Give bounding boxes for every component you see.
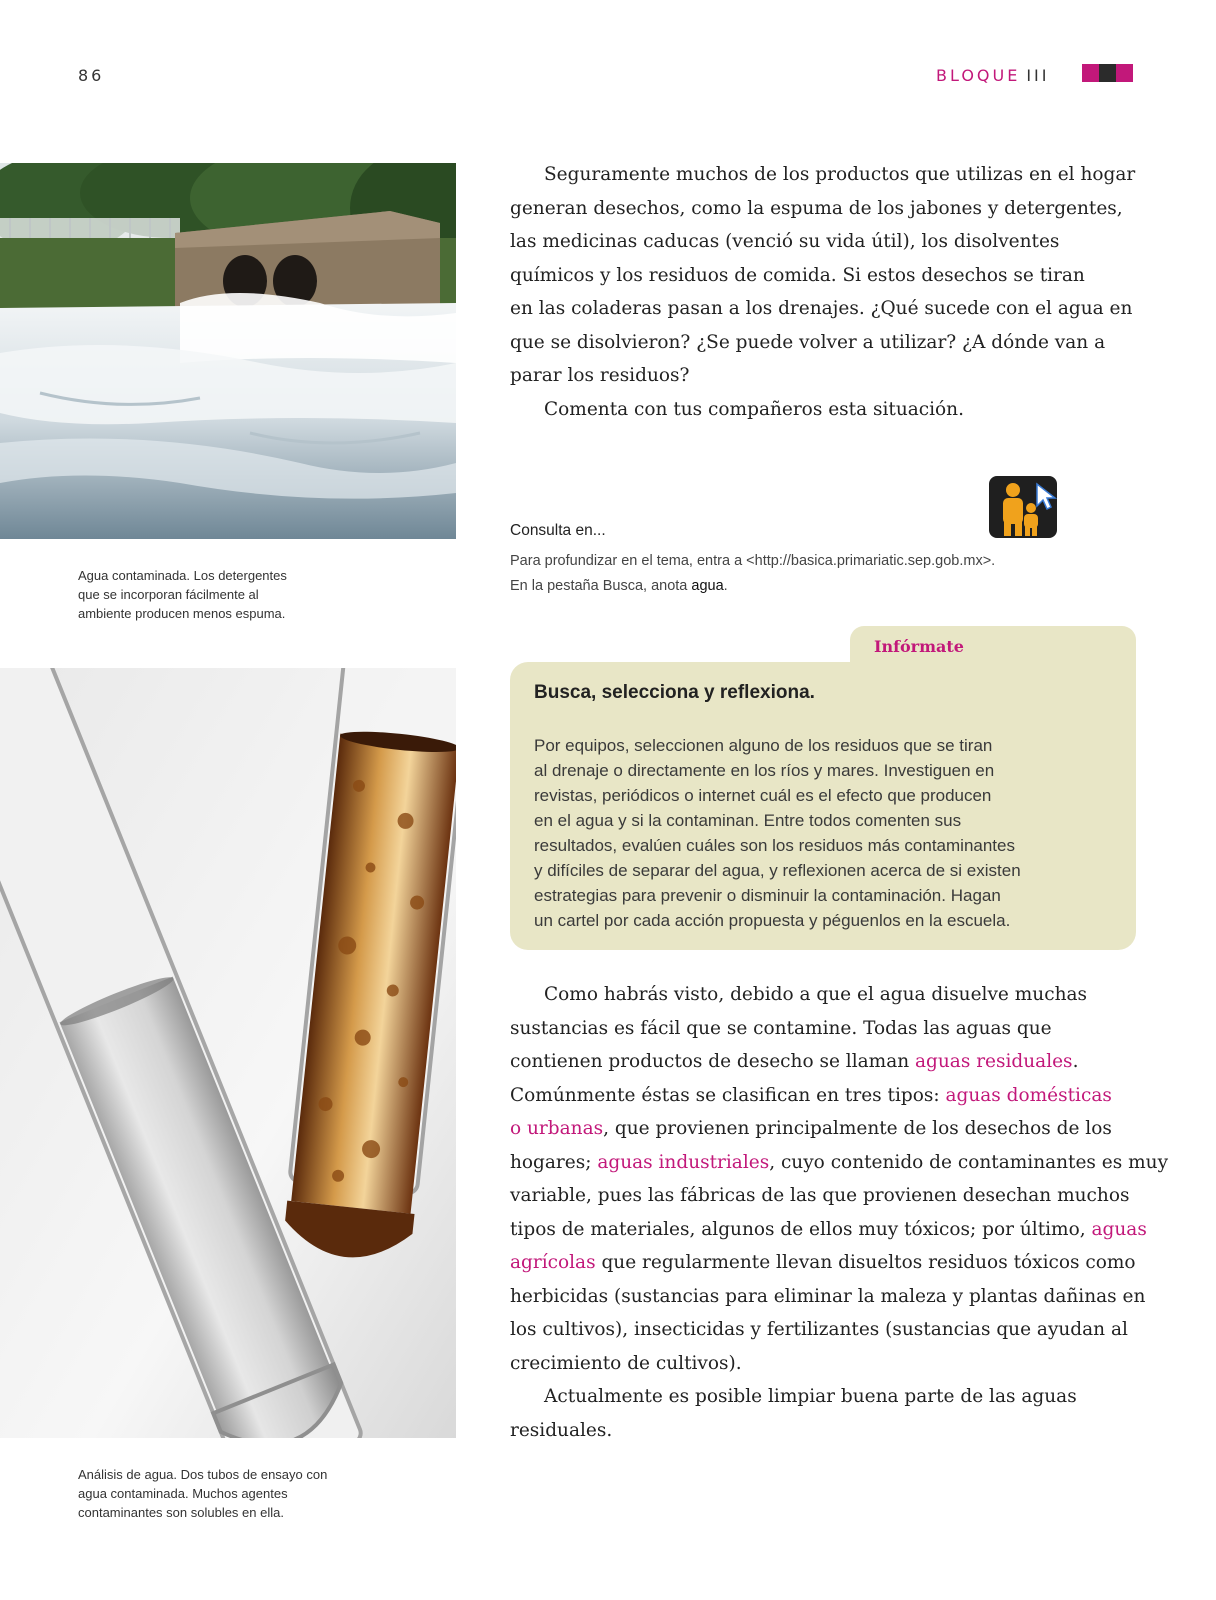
- text-line: [510, 1045, 1140, 1079]
- consulta-body: [510, 549, 995, 599]
- text-line: químicos y los residuos de comida. Si estos desechos se tiran: [510, 264, 1085, 286]
- text-line: variable, pues las fábricas de las que provienen desechan muchos: [510, 1185, 1130, 1206]
- intro-paragraph: [510, 158, 1136, 426]
- consulta-line: Para profundizar en el tema, entra a <http://basica.primariatic.sep.gob.mx>.: [510, 553, 996, 569]
- bloque-number: III: [1026, 66, 1050, 85]
- text-line: herbicidas (sustancias para eliminar la maleza y plantas dañinas en: [510, 1285, 1146, 1307]
- consulta-keyword: agua: [691, 578, 724, 594]
- text-segment: .: [1072, 1051, 1079, 1072]
- polluted-water-photo: [0, 163, 456, 539]
- text-segment: hogares;: [510, 1151, 598, 1173]
- color-block: [1099, 64, 1116, 82]
- text-line: Actualmente es posible limpiar buena parte de las aguas: [544, 1386, 1077, 1407]
- text-line: y difíciles de separar del agua, y reflexionen acerca de si existen: [534, 861, 1021, 880]
- text-line: un cartel por cada acción propuesta y péguenlos en la escuela.: [534, 911, 1011, 930]
- text-line: revistas, periódicos o internet cuál es el efecto que producen: [534, 786, 992, 805]
- text-line: que se disolvieron? ¿Se puede volver a utilizar? ¿A dónde van a: [510, 331, 1106, 353]
- page-number: 86: [78, 66, 105, 85]
- color-block: [1116, 64, 1133, 82]
- text-line: resultados, evalúen cuáles son los residuos más contaminantes: [534, 836, 1015, 855]
- bloque-word: BLOQUE: [936, 66, 1021, 85]
- term-o-urbanas: o urbanas: [510, 1118, 604, 1139]
- text-segment: , que provienen principalmente de los desechos de los: [603, 1118, 1112, 1139]
- person-with-cursor-icon: [989, 476, 1057, 538]
- caption-line: agua contaminada. Muchos agentes: [78, 1486, 288, 1501]
- text-segment: Comúnmente éstas se clasifican en tres tipos:: [510, 1084, 946, 1106]
- photo-caption-bottom: [78, 1465, 378, 1522]
- term-aguas-domesticas: aguas domésticas: [945, 1084, 1112, 1106]
- text-segment: , cuyo contenido de contaminantes es muy: [769, 1151, 1169, 1173]
- color-block: [1082, 64, 1099, 82]
- text-line: [510, 1112, 1140, 1146]
- section-label: [936, 66, 1049, 85]
- text-line: sustancias es fácil que se contamine. Todas las aguas que: [510, 1017, 1052, 1039]
- body-paragraph: [510, 978, 1169, 1447]
- text-line: generan desechos, como la espuma de los jabones y detergentes,: [510, 197, 1123, 219]
- text-line: en el agua y si la contaminan. Entre todos comenten sus: [534, 811, 962, 830]
- consulta-suffix: .: [723, 578, 728, 594]
- text-segment: que regularmente llevan disueltos residuos tóxicos como: [595, 1252, 1136, 1273]
- text-line: [510, 1213, 1147, 1247]
- text-line: residuales.: [510, 1419, 613, 1441]
- text-line: estrategias para prevenir o disminuir la contaminación. Hagan: [534, 886, 1001, 905]
- term-aguas-residuales: aguas residuales: [915, 1051, 1073, 1072]
- caption-line: Agua contaminada. Los detergentes: [78, 568, 287, 583]
- term-aguas: aguas: [1091, 1218, 1147, 1240]
- text-line: Comenta con tus compañeros esta situación.: [544, 398, 964, 420]
- text-line: los cultivos), insecticidas y fertilizantes (sustancias que ayudan al: [510, 1319, 1128, 1340]
- text-line: Por equipos, seleccionen alguno de los residuos que se tiran: [534, 736, 993, 755]
- caption-line: ambiente producen menos espuma.: [78, 606, 286, 621]
- section-color-blocks: [1082, 64, 1133, 82]
- informate-tab-label: Infórmate: [874, 637, 964, 656]
- photo-caption-top: [78, 566, 378, 623]
- caption-line: contaminantes son solubles en ella.: [78, 1505, 284, 1520]
- consulta-line: [510, 574, 995, 599]
- text-line: en las coladeras pasan a los drenajes. ¿Qué sucede con el agua en: [510, 298, 1133, 319]
- text-segment: tipos de materiales, algunos de ellos muy tóxicos; por último,: [510, 1218, 1092, 1240]
- informate-heading: Busca, selecciona y reflexiona.: [534, 682, 815, 703]
- informate-body: [534, 733, 1021, 933]
- caption-line: Análisis de agua. Dos tubos de ensayo con: [78, 1467, 328, 1482]
- caption-line: que se incorporan fácilmente al: [78, 587, 259, 602]
- text-line: al drenaje o directamente en los ríos y mares. Investiguen en: [534, 761, 995, 780]
- consulta-prefix: En la pestaña Busca, anota: [510, 578, 692, 594]
- text-line: [510, 1146, 1169, 1180]
- text-line: [510, 1079, 1140, 1113]
- text-line: [510, 1246, 1140, 1280]
- text-line: las medicinas caducas (venció su vida útil), los disolventes: [510, 231, 1060, 252]
- text-line: crecimiento de cultivos).: [510, 1352, 742, 1374]
- text-line: Seguramente muchos de los productos que utilizas en el hogar: [544, 164, 1136, 185]
- text-line: Como habrás visto, debido a que el agua disuelve muchas: [544, 984, 1088, 1005]
- term-agricolas: agrícolas: [510, 1252, 596, 1273]
- term-aguas-industriales: aguas industriales: [597, 1151, 770, 1173]
- text-line: parar los residuos?: [510, 365, 690, 386]
- test-tubes-photo: [0, 668, 456, 1438]
- text-segment: contienen productos de desecho se llaman: [510, 1051, 916, 1072]
- consulta-title: Consulta en...: [510, 522, 606, 539]
